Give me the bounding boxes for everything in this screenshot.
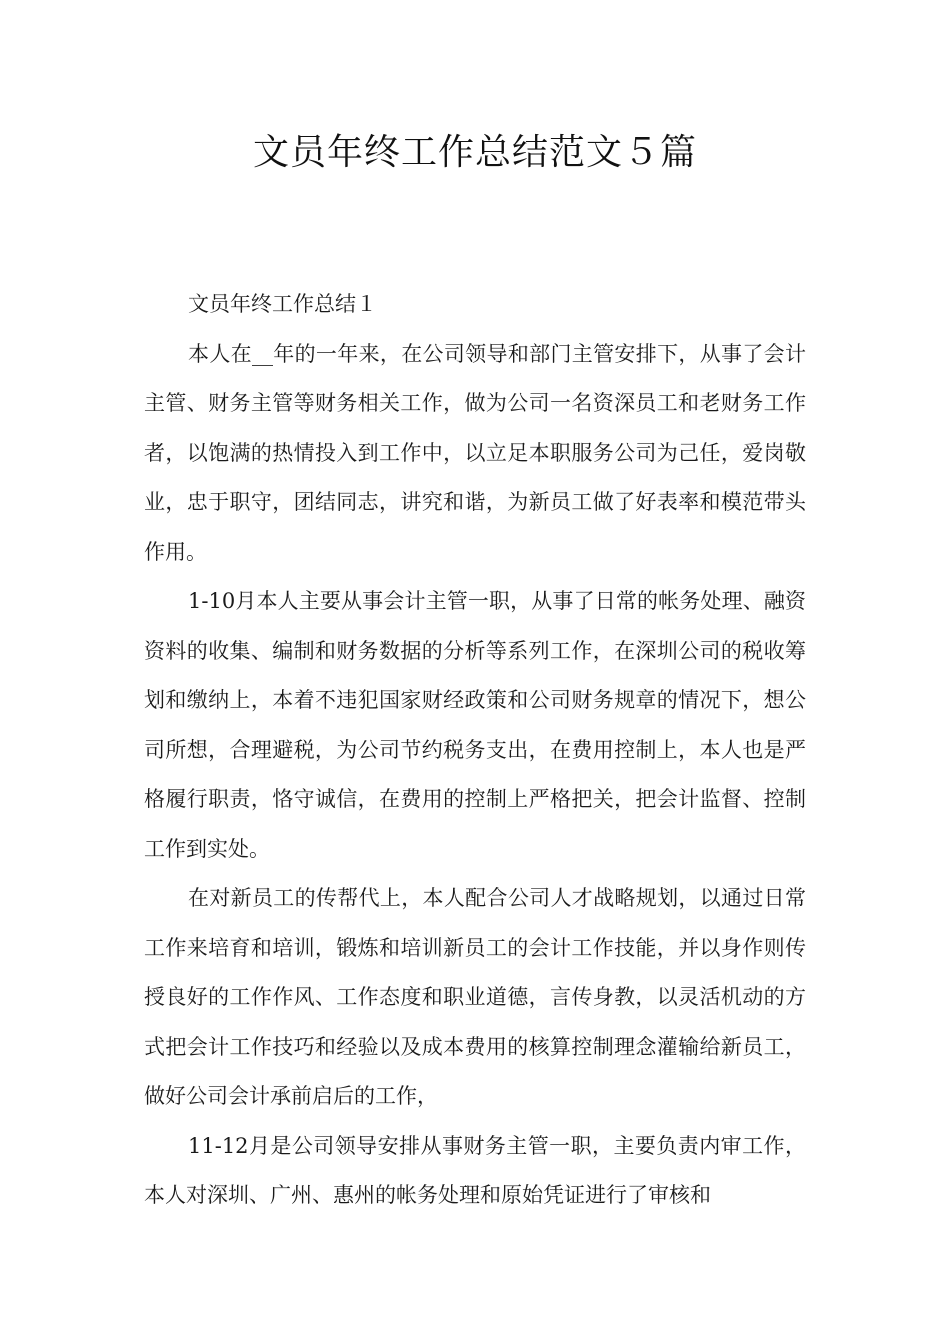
paragraph-2: 1-10月本人主要从事会计主管一职，从事了日常的帐务处理、融资资料的收集、编制和财务数据的分析等系列工作，在深圳公司的税收筹划和缴纳上，本着不违犯国家财经政策和公司财务规章的情况下，想公司所想，合理避税，为公司节约税务支出，在费用控制上，本人也是严格履行职责，恪守诚信，在费用的控制上严格把关，把会计监督、控制工作到实处。 <box>144 589 806 861</box>
paragraph-3: 在对新员工的传帮代上，本人配合公司人才战略规划，以通过日常工作来培育和培训，锻炼和培训新员工的会计工作技能，并以身作则传授良好的工作作风、工作态度和职业道德，言传身教，以灵活机动的方式把会计工作技巧和经验以及成本费用的核算控制理念灌输给新员工，做好公司会计承前启后的工作， <box>144 886 806 1108</box>
section-heading: 文员年终工作总结１ <box>188 292 377 316</box>
paragraph-1: 本人在__年的一年来，在公司领导和部门主管安排下，从事了会计主管、财务主管等财务相关工作，做为公司一名资深员工和老财务工作者，以饱满的热情投入到工作中，以立足本职服务公司为己任，爱岗敬业，忠于职守，团结同志，讲究和谐，为新员工做了好表率和模范带头作用。 <box>144 341 806 564</box>
document-body <box>144 280 806 1221</box>
paragraph-4: 11-12月是公司领导安排从事财务主管一职，主要负责内审工作，本人对深圳、广州、惠州的帐务处理和原始凭证进行了审核和 <box>144 1133 806 1207</box>
document-title: 文员年终工作总结范文５篇 <box>252 132 697 173</box>
